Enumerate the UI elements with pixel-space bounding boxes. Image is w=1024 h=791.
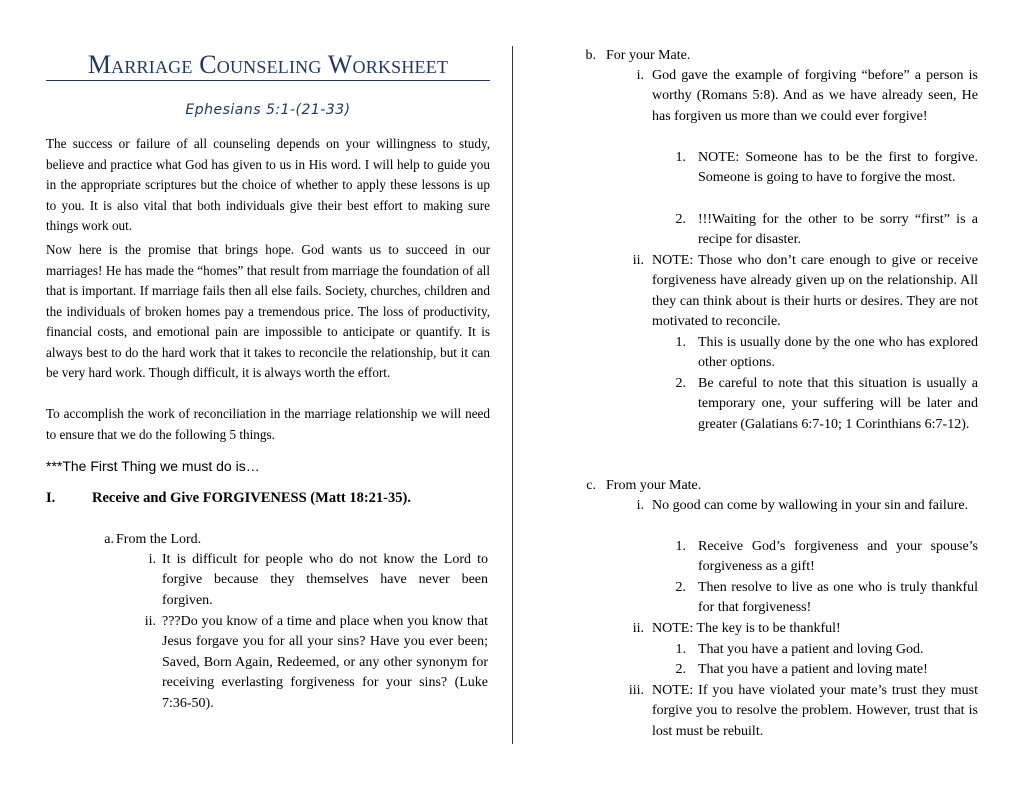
item-a [92,530,490,550]
item-b-marker: b. [585,48,596,63]
item-c-ii-1-marker: 1. [675,642,686,657]
section-heading [46,490,490,507]
section-title: Receive and Give FORGIVENESS (Matt 18:21-35). [92,490,411,506]
item-c-i-2-marker: 2. [675,580,686,595]
item-b-text: For your Mate. [606,48,691,63]
reconciliation-paragraph: To accomplish the work of reconciliation in the marriage relationship we will need to ensure that we do the following 5 things. [46,406,490,442]
item-c-iii-marker: iii. [628,683,644,698]
item-c-ii-2-text: That you have a patient and loving mate! [698,662,928,677]
scripture-subtitle: Ephesians 5:1-(21-33) [185,102,351,118]
item-c-ii-2-marker: 2. [675,662,686,677]
item-b-ii-text: NOTE: Those who don’t care enough to give or receive forgiveness have already given up on the relationship. All they can think about is their hurts or desires. They are not motivated to reconcile. [652,253,978,330]
item-c-text: From your Mate. [606,478,702,493]
item-b-ii [620,251,978,333]
item-b-ii-marker: ii. [632,253,644,268]
intro-paragraph: The success or failure of all counseling depends on your willingness to study, believe and practice what God has given to us in His word. I will help to guide you in the appropriate scriptures but the choice of whether to apply these lessons is up to you. It is also vital that both individuals give their best effort to making sure things work out. [46,136,490,233]
column-divider [512,46,513,744]
item-b-i-2 [670,210,978,251]
item-c-i-marker: i. [636,498,644,513]
item-c-ii-marker: ii. [632,621,644,636]
promise-paragraph: Now here is the promise that brings hope. God wants us to succeed in our marriages! He has made the “homes” that result from marriage the foundation of all that is important. If marriage fails then all else fails. Society, churches, children and the individuals of broken homes pay a tremendous price. The loss of productivity, financial costs, and emotional pain are impossible to anticipate or quantify. It is always best to do the hard work that it takes to reconcile the relationship, but it can be very hard work. Though difficult, it is always worth the effort. [46,242,490,380]
item-b-i-2-text: !!!Waiting for the other to be sorry “first” is a recipe for disaster. [698,212,978,248]
item-c-marker: c. [586,478,596,493]
item-b-ii-2-marker: 2. [675,376,686,391]
item-b-ii-1-marker: 1. [675,335,686,350]
item-c [580,476,980,496]
item-c-i-text: No good can come by wallowing in your sin and failure. [652,498,969,513]
item-a-i [142,550,488,611]
item-c-ii-2 [670,660,978,680]
item-c-i-2-text: Then resolve to live as one who is truly thankful for that forgiveness! [698,580,978,616]
item-b-i-marker: i. [636,68,644,83]
item-b-i-1-text: NOTE: Someone has to be the first to forgive. Someone is going to have to forgive the most. [698,150,978,186]
item-c-ii-1 [670,640,978,660]
item-a-ii-marker: ii. [144,614,156,629]
item-a-marker: a. [104,532,114,547]
item-b-i [632,66,978,127]
item-c-ii-1-text: That you have a patient and loving God. [698,642,924,657]
title-underline [46,80,490,81]
item-b-ii-2-text: Be careful to note that this situation is usually a temporary one, your suffering will be later and greater (Galatians 6:7-10; 1 Corinthians 6:7-12). [698,376,978,432]
item-b-i-text: God gave the example of forgiving “before” a person is worthy (Romans 5:8). And as we have already seen, He has forgiven us more than we could ever forgive! [652,68,978,124]
item-c-i [632,496,978,516]
item-b-i-2-marker: 2. [675,212,686,227]
item-c-i-1-marker: 1. [675,539,686,554]
item-b-ii-1 [670,333,978,374]
item-c-i-1-text: Receive God’s forgiveness and your spouse’s forgiveness as a gift! [698,539,978,575]
item-a-text: From the Lord. [116,532,202,547]
item-c-ii [620,619,978,639]
item-b-ii-1-text: This is usually done by the one who has explored other options. [698,335,978,371]
item-c-ii-text: NOTE: The key is to be thankful! [652,621,841,636]
item-a-i-marker: i. [148,552,156,567]
item-b [580,46,980,66]
section-marker: I. [46,490,56,506]
item-c-iii-text: NOTE: If you have violated your mate’s trust they must forgive you to resolve the problem. However, trust that is lost must be rebuilt. [652,683,978,739]
item-c-i-1 [670,537,978,578]
item-c-iii [616,681,978,742]
item-c-i-2 [670,578,978,619]
item-a-i-text: It is difficult for people who do not know the Lord to forgive because they themselves have never been forgiven. [162,552,488,608]
item-b-i-1 [670,148,978,189]
item-b-ii-2 [670,374,978,435]
item-a-ii [142,612,488,714]
first-thing-label: ***The First Thing we must do is… [46,458,260,474]
item-a-ii-text: ???Do you know of a time and place when you know that Jesus forgave you for all your sins? Have you ever been; Saved, Born Again, Redeemed, or any other synonym for receiving everlasting forgiveness for your sins? (Luke 7:36-50). [162,614,488,711]
item-b-i-1-marker: 1. [675,150,686,165]
worksheet-title: Marriage Counseling Worksheet [87,50,449,79]
